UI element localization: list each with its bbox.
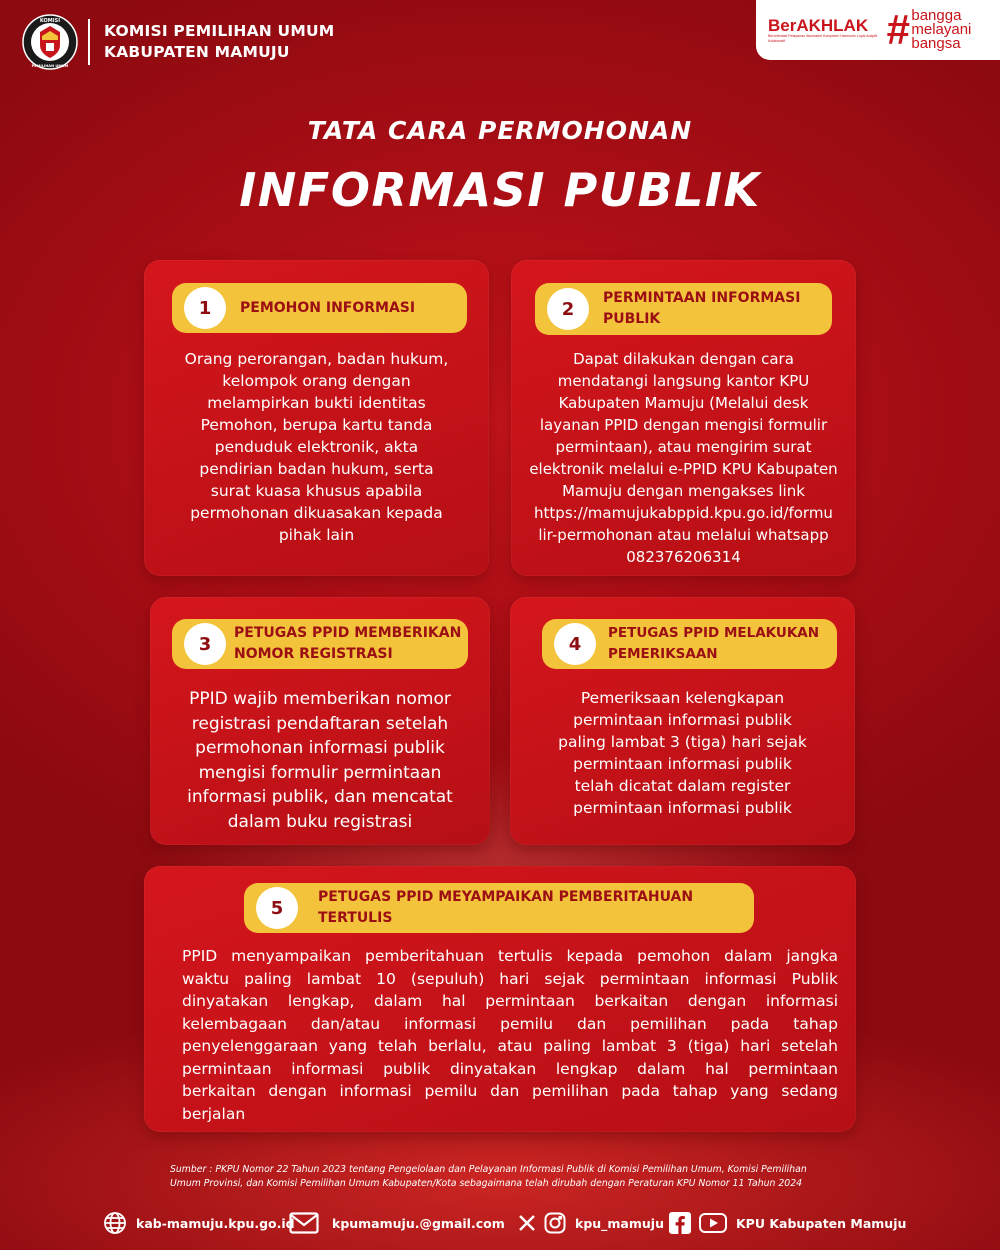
step-label-4-line-1: PETUGAS PPID MELAKUKAN [608, 625, 820, 641]
website-text: kab-mamuju.kpu.go.id [136, 1215, 295, 1231]
logo-text-bottom: PEMILIHAN UMUM [31, 64, 69, 68]
step-text-5-line: waktu paling lambat 10 (sepuluh) hari sejak permintaan informasi Publik [182, 969, 838, 988]
step-text-2 [515, 348, 852, 568]
step-text-1-line: kelompok orang dengan [222, 372, 411, 390]
globe-icon [102, 1210, 128, 1236]
step-card-1 [144, 260, 489, 576]
step-label-3-line-1: PETUGAS PPID MEMBERIKAN [234, 625, 462, 641]
step-text-1-line: pendirian badan hukum, serta [199, 460, 434, 478]
step-label-1 [240, 298, 415, 319]
step-label-3-line-2: NOMOR REGISTRASI [234, 646, 393, 662]
title-line-1: TATA CARA PERMOHONAN [307, 116, 693, 145]
step-text-1-line: surat kuasa khusus apabila [210, 482, 423, 500]
logo-text-top: KOMISI [39, 18, 61, 24]
header [22, 10, 334, 74]
step-text-1-line: penduduk elektronik, akta [214, 438, 419, 456]
step-label-2 [603, 288, 800, 330]
step-pill-2 [535, 283, 832, 335]
step-text-3-line: mengisi formulir permintaan [198, 762, 442, 783]
step-text-1-line: pihak lain [278, 526, 355, 544]
step-pill-1 [172, 283, 467, 333]
step-text-4 [520, 687, 845, 819]
mail-icon [288, 1210, 320, 1236]
step-text-2-line: 082376206314 [626, 548, 741, 566]
step-label-5-line-1: PETUGAS PPID MEYAMPAIKAN PEMBERITAHUAN TERTULIS [318, 889, 694, 926]
step-text-3 [158, 687, 482, 834]
step-text-2-line: layanan PPID dengan mengisi formulir [539, 416, 828, 434]
step-text-4-line: paling lambat 3 (tiga) hari sejak [558, 733, 807, 751]
footer-email[interactable] [288, 1205, 505, 1241]
step-label-2-line-2: PUBLIK [603, 311, 661, 327]
step-text-2-line: Mamuju dengan mengakses link [562, 482, 805, 500]
step-text-3-line: registrasi pendaftaran setelah [191, 713, 449, 734]
footer-social[interactable] [517, 1205, 664, 1241]
step-text-3-line: dalam buku registrasi [227, 811, 413, 832]
step-label-4 [608, 623, 819, 665]
step-text-3-line: informasi publik, dan mencatat [187, 787, 453, 807]
step-text-2-line: permintaan), atau mengirim surat [555, 438, 812, 456]
organization-name [104, 21, 334, 63]
step-text-5-line: berjalan [182, 1104, 246, 1123]
step-text-1-line: Pemohon, berupa kartu tanda [200, 416, 433, 434]
x-twitter-icon [517, 1210, 537, 1236]
step-card-3 [150, 597, 490, 845]
step-number-3: 3 [184, 623, 226, 665]
source-line-2: Umum Provinsi, dan Komisi Pemilihan Umum Kabupaten/Kota sebagaimana telah dirubah dengan Peraturan KPU Nomor 11 Tahun 2024 [170, 1178, 803, 1189]
step-text-1-line: permohonan dikuasakan kepada [190, 504, 443, 522]
step-number-1: 1 [184, 287, 226, 329]
step-text-1-line: Orang perorangan, badan hukum, [184, 350, 449, 368]
email-text: kpumamuju.@gmail.com [332, 1215, 505, 1231]
step-pill-5 [244, 883, 754, 933]
kpu-logo-icon [22, 12, 78, 72]
step-card-2 [511, 260, 856, 576]
berakhlak-block [768, 17, 878, 43]
step-text-4-line: telah dicatat dalam register [574, 777, 791, 795]
org-line-1: KOMISI PEMILIHAN UMUM [104, 22, 335, 40]
step-text-4-line: permintaan informasi publik [573, 799, 792, 817]
berakhlak-badge [756, 0, 1000, 60]
footer [0, 1205, 1000, 1241]
berakhlak-tagline: Berorientasi Pelayanan Akuntabel Kompeten Harmonis Loyal Adaptif Kolaboratif [768, 34, 878, 43]
bangga-line-2: melayani [911, 21, 972, 38]
bangga-line-1: bangga [911, 7, 962, 24]
footer-website[interactable] [102, 1205, 295, 1241]
step-text-5-line: kelembagaan dan/atau informasi pemilu dan pemilihan pada tahap [182, 1014, 838, 1033]
step-text-4-line: permintaan informasi publik [573, 755, 792, 773]
step-text-2-line: elektronik melalui e-PPID KPU Kabupaten [529, 460, 838, 478]
step-label-2-line-1: PERMINTAAN INFORMASI [603, 290, 801, 306]
org-line-2: KABUPATEN MAMUJU [104, 43, 290, 61]
facebook-youtube-text: KPU Kabupaten Mamuju [736, 1215, 907, 1231]
step-number-2: 2 [547, 288, 589, 330]
step-label-5 [318, 887, 754, 929]
step-text-5-line: penyelenggaraan yang telah berlalu, atau paling lambat 3 (tiga) hari setelah [182, 1037, 838, 1055]
step-text-5-line: dinyatakan lengkap, dalam hal permintaan berkaitan dengan informasi [182, 992, 838, 1010]
berakhlak-wordmark: BerAKHLAK [768, 16, 869, 36]
step-card-5 [144, 866, 856, 1132]
source-note [170, 1163, 835, 1191]
instagram-icon [543, 1210, 567, 1236]
step-label-1-line-1: PEMOHON INFORMASI [240, 299, 416, 316]
title-line-2: INFORMASI PUBLIK [239, 163, 761, 217]
youtube-icon [698, 1210, 728, 1236]
header-divider [88, 19, 90, 65]
step-number-5: 5 [256, 887, 298, 929]
step-text-5 [182, 945, 838, 1125]
step-text-2-line: lir-permohonan atau melalui whatsapp [538, 526, 829, 544]
step-number-4: 4 [554, 623, 596, 665]
bangga-melayani-bangsa [911, 9, 971, 51]
step-text-5-line: berkaitan dengan informasi pemilu dan pemilihan pada tahap yang sedang [182, 1082, 838, 1100]
step-text-2-line: mendatangi langsung kantor KPU [557, 372, 810, 390]
step-text-1 [154, 348, 479, 546]
step-text-4-line: permintaan informasi publik [573, 711, 792, 729]
step-label-4-line-2: PEMERIKSAAN [608, 646, 718, 662]
step-text-3-line: PPID wajib memberikan nomor [189, 689, 451, 709]
step-text-2-line: https://mamujukabppid.kpu.go.id/formu [534, 504, 833, 522]
facebook-icon [668, 1210, 692, 1236]
step-card-4 [510, 597, 855, 845]
step-text-2-line: Dapat dilakukan dengan cara [573, 350, 794, 368]
step-pill-3 [172, 619, 468, 669]
step-text-2-line: Kabupaten Mamuju (Melalui desk [558, 394, 809, 412]
step-text-5-line: PPID menyampaikan pemberitahuan tertulis kepada pemohon dalam jangka [182, 947, 838, 965]
hashtag-icon: # [886, 6, 910, 53]
step-text-4-line: Pemeriksaan kelengkapan [580, 689, 785, 707]
source-line-1: Sumber : PKPU Nomor 22 Tahun 2023 tentang Pengelolaan dan Pelayanan Informasi Publik di Komisi Pemilihan Umum, Komisi Pemilihan [170, 1164, 807, 1175]
step-text-3-line: permohonan informasi publik [195, 738, 445, 758]
footer-facebook-youtube[interactable] [668, 1205, 906, 1241]
step-pill-4 [542, 619, 837, 669]
bangga-line-3: bangsa [911, 35, 961, 52]
step-text-1-line: melampirkan bukti identitas [207, 394, 426, 412]
social-handle-text: kpu_mamuju [575, 1215, 664, 1231]
step-label-3 [234, 623, 461, 665]
step-text-5-line: permintaan informasi publik dinyatakan lengkap dalam hal permintaan [182, 1059, 838, 1078]
